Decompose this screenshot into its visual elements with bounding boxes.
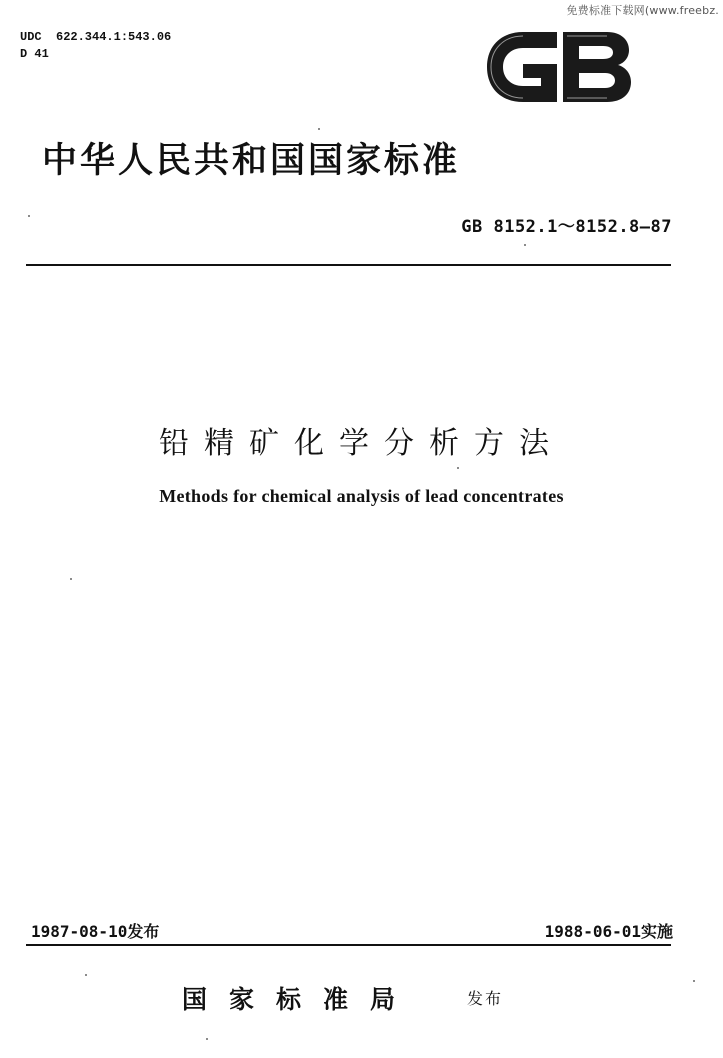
effective-date: 1988-06-01实施 <box>544 922 673 941</box>
header-divider <box>26 264 671 266</box>
udc-classification: UDC 622.344.1:543.06 <box>20 30 172 44</box>
document-title-english: Methods for chemical analysis of lead concentrates <box>159 486 564 506</box>
document-title-chinese: 铅精矿化学分析方法 <box>159 426 564 461</box>
scan-speck <box>318 128 320 130</box>
scan-speck <box>457 467 459 469</box>
issuing-body-title: 中华人民共和国国家标准 <box>42 141 461 181</box>
scan-speck <box>28 215 30 217</box>
publisher-name: 国家标准局 <box>182 985 418 1014</box>
scan-speck <box>693 980 695 982</box>
gb-logo <box>483 28 633 106</box>
issue-date: 1987-08-10发布 <box>31 922 160 941</box>
scan-speck <box>70 578 72 580</box>
classification-code: D 41 <box>20 47 49 61</box>
footer-divider <box>26 944 671 946</box>
watermark-text: 免费标准下载网(www.freebz. <box>566 4 719 17</box>
scan-speck <box>206 1038 208 1040</box>
scan-speck <box>524 244 526 246</box>
publisher-action: 发布 <box>467 989 504 1008</box>
standard-number: GB 8152.1～8152.8—87 <box>461 217 672 237</box>
scan-speck <box>85 974 87 976</box>
